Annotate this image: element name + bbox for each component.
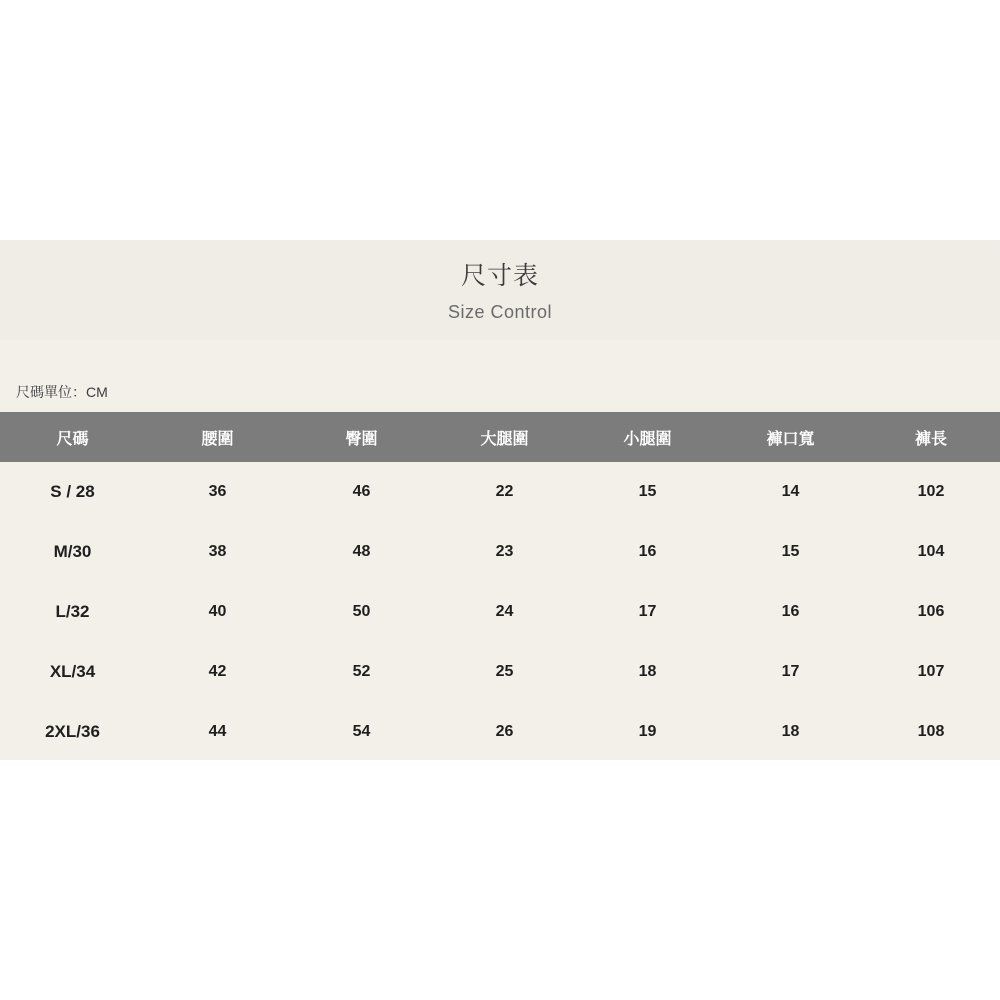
column-header-waist: 腰圍	[145, 412, 290, 462]
cell-length: 104	[917, 543, 945, 560]
cell-size: S / 28	[50, 482, 95, 501]
cell-thigh: 25	[495, 663, 514, 680]
cell-waist: 42	[208, 663, 227, 680]
cell-waist: 36	[208, 483, 227, 500]
unit-note: 尺碼單位：CM	[16, 384, 108, 400]
cell-hip: 50	[352, 603, 371, 620]
cell-calf: 18	[638, 663, 657, 680]
cell-hem: 15	[781, 543, 800, 560]
table-row	[0, 642, 1000, 702]
cell-length: 106	[917, 603, 945, 620]
table-header-row	[0, 412, 1000, 462]
title-block	[0, 240, 1000, 340]
cell-waist: 44	[208, 723, 227, 740]
cell-hem: 18	[781, 723, 800, 740]
column-header-length: 褲長	[862, 412, 1000, 462]
cell-size: M/30	[53, 542, 92, 561]
cell-calf: 17	[638, 603, 657, 620]
column-header-hem: 褲口寬	[719, 412, 862, 462]
cell-thigh: 23	[495, 543, 514, 560]
table-row	[0, 522, 1000, 582]
cell-thigh: 22	[495, 483, 514, 500]
table-row	[0, 702, 1000, 762]
cell-calf: 16	[638, 543, 657, 560]
size-table	[0, 412, 1000, 762]
cell-hem: 16	[781, 603, 800, 620]
cell-length: 107	[917, 663, 945, 680]
size-chart-panel	[0, 240, 1000, 760]
cell-waist: 40	[208, 603, 227, 620]
cell-calf: 19	[638, 723, 657, 740]
column-header-calf: 小腿圍	[576, 412, 719, 462]
cell-hem: 14	[781, 483, 800, 500]
page-title: 尺寸表	[460, 262, 539, 290]
cell-size: XL/34	[49, 662, 96, 681]
table-row	[0, 462, 1000, 522]
table-row	[0, 582, 1000, 642]
cell-thigh: 24	[495, 603, 514, 620]
cell-hip: 54	[352, 723, 371, 740]
column-header-size: 尺碼	[0, 412, 145, 462]
column-header-hip: 臀圍	[290, 412, 433, 462]
cell-size: 2XL/36	[45, 722, 100, 741]
page-subtitle: Size Control	[447, 302, 553, 322]
column-header-thigh: 大腿圍	[433, 412, 576, 462]
cell-calf: 15	[638, 483, 657, 500]
table-body	[0, 462, 1000, 762]
cell-size: L/32	[55, 602, 90, 621]
cell-hem: 17	[781, 663, 800, 680]
cell-length: 108	[917, 723, 945, 740]
cell-length: 102	[917, 483, 945, 500]
cell-hip: 48	[352, 543, 371, 560]
table-header	[0, 412, 1000, 462]
cell-thigh: 26	[495, 723, 514, 740]
cell-hip: 52	[352, 663, 371, 680]
cell-hip: 46	[352, 483, 371, 500]
cell-waist: 38	[208, 543, 227, 560]
